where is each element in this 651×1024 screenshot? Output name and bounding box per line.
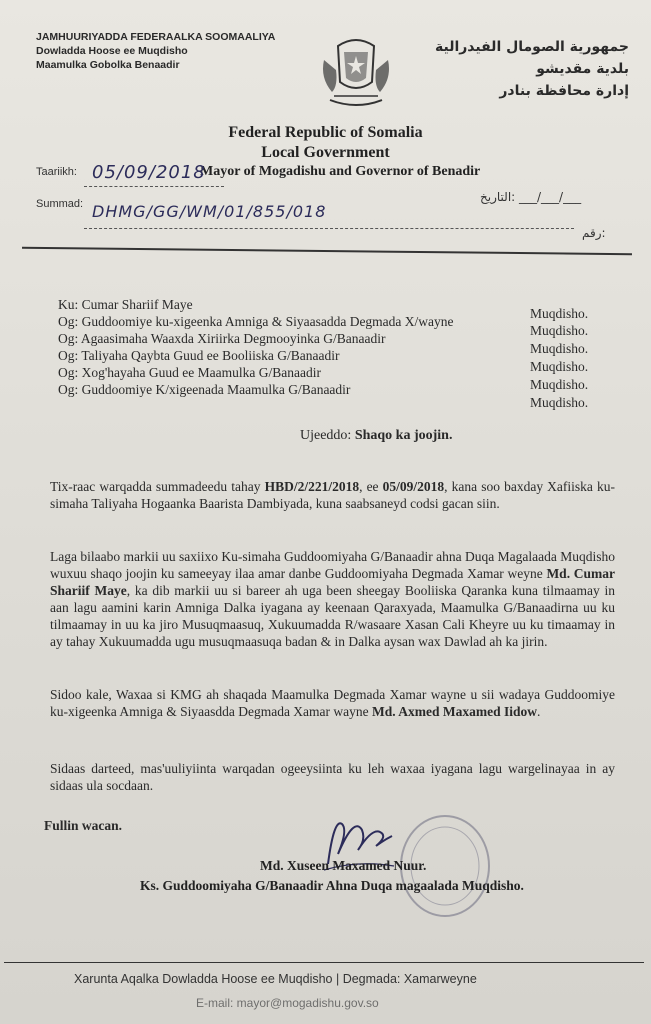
person-name: Md. Axmed Maxamed Iidow [372,704,538,719]
header-divider [22,247,632,255]
reference-date: 05/09/2018 [382,479,445,494]
subject-label: Ujeeddo: [300,428,352,443]
ar-ref-label: رقم: [582,226,606,240]
person-name: Md. Cumar Shariif Maye [50,566,616,598]
text-run: Laga bilaabo markii uu saxiixo Ku-simaha Guddoomiyaha G/Banaadir ahna Duqa Magalaada Muqdisho wuxuu shaqo joojin ku sameeyay ilaa amar danbe Guddoomiyaha Degmada Xamar weyne [50,549,615,581]
closing-line: Fullin wacan. [44,818,123,833]
recipient-place: Muqdisho. [530,323,589,338]
recipient-place: Muqdisho. [530,377,589,392]
recipient-place: Muqdisho. [530,306,589,321]
paragraph-4: Sidaas darteed, mas'uuliyiinta warqadan ogeeysiinta ku leh waxaa iyagana lagu wargelinayaa in ay sidaas ula socdaan. [50,761,615,793]
letterhead-line: Dowladda Hoose ee Muqdisho [36,45,188,57]
recipient-place: Muqdisho. [530,359,589,374]
title-government: Local Government [261,144,390,161]
date-label: Taariikh: [36,166,77,178]
date-value: 05/09/2018 [92,162,206,183]
footer-email: E-mail: mayor@mogadishu.gov.so [196,996,379,1010]
letterhead-line: جمهورية الصومال الفيدرالية [434,39,629,55]
signatory-title: Ks. Guddoomiyaha G/Banaadir Ahna Duqa magaalada Muqdisho. [140,878,524,893]
paragraph-3 [50,686,615,720]
text-run: , ee [359,479,383,494]
ref-line [84,228,574,229]
title-mayor: Mayor of Mogadishu and Governor of Benadir [200,164,481,179]
ar-date-label: التاريخ: ___/___/___ [480,190,582,204]
recipient-line: Og: Xog'hayaha Guud ee Maamulka G/Banaadir [58,365,321,380]
letterhead-line: بلدية مقديشو [536,61,629,77]
letterhead-line: Maamulka Gobolka Benaadir [36,59,180,71]
text-run: . [537,704,541,719]
text-run: Tix-raac warqadda summadeedu tahay [50,479,265,494]
footer-address: Xarunta Aqalka Dowladda Hoose ee Muqdisho | Degmada: Xamarweyne [74,972,477,986]
recipient-line: Og: Agaasimaha Waaxda Xiriirka Degmooyinka G/Banaadir [58,331,386,346]
recipient-place: Muqdisho. [530,341,589,356]
text-run: , kana soo baxday Xafiiska ku-simaha Taliyaha Hogaanka Baarista Dambiyada, kuna saabsaneyd codsi gacan siin. [50,479,615,511]
paragraph-1 [50,478,615,512]
text-run: , ka dib markii uu si bareer ah uga been sheegay Booliiska Qaranka kuna tilmaamay in aan lagu aamini karin Amniga Dalka iyagana ay keenaan Qaraxyada, Maamulka G/Banaadirna uu ku tilmaamay in uu ka jiro Musuqmaasuq, Xukuumadda R/wasaare Xasan Cali Kheyre uu ku timaamay in ay tahay Xukuumadda ugu musuqmaasuqa badan & in Dalka aysan wax Dawlad ah ka jirin. [50,583,615,649]
text-run: Sidoo kale, Waxaa si KMG ah shaqada Maamulka Degmada Xamar wayne u sii wadaya Guddoomiye ku-xigeenka Amniga & Siyaasdda Degmada Xamar wayne [50,687,615,719]
somalia-coat-of-arms-icon [318,30,394,112]
recipient-line: Og: Taliyaha Qaybta Guud ee Booliiska G/Banaadir [58,348,340,363]
reference-number: HBD/2/221/2018 [264,479,360,494]
footer-divider [4,962,644,963]
recipient-line: Ku: Cumar Shariif Maye [58,297,193,312]
letterhead-line: إدارة محافظة بنادر [499,83,629,99]
recipient-place: Muqdisho. [530,395,589,410]
letterhead-line: JAMHUURIYADDA FEDERAALKA SOOMAALIYA [36,31,276,43]
letterhead-somali [36,30,275,72]
subject-line [300,428,452,444]
date-line [84,186,224,187]
signatory-name: Md. Xuseen Maxamed Nuur. [260,858,427,873]
ref-value: DHMG/GG/WM/01/855/018 [92,202,327,221]
recipient-line: Og: Guddoomiye ku-xigeenka Amniga & Siyaasadda Degmada X/wayne [58,314,454,329]
paragraph-2 [50,548,615,650]
ref-label: Summad: [36,198,84,210]
recipient-line: Og: Guddoomiye K/xigeenada Maamulka G/Banaadir [58,382,351,397]
letterhead-arabic [435,36,629,102]
title-country: Federal Republic of Somalia [228,124,423,141]
subject-value: Shaqo ka joojin. [354,428,453,443]
